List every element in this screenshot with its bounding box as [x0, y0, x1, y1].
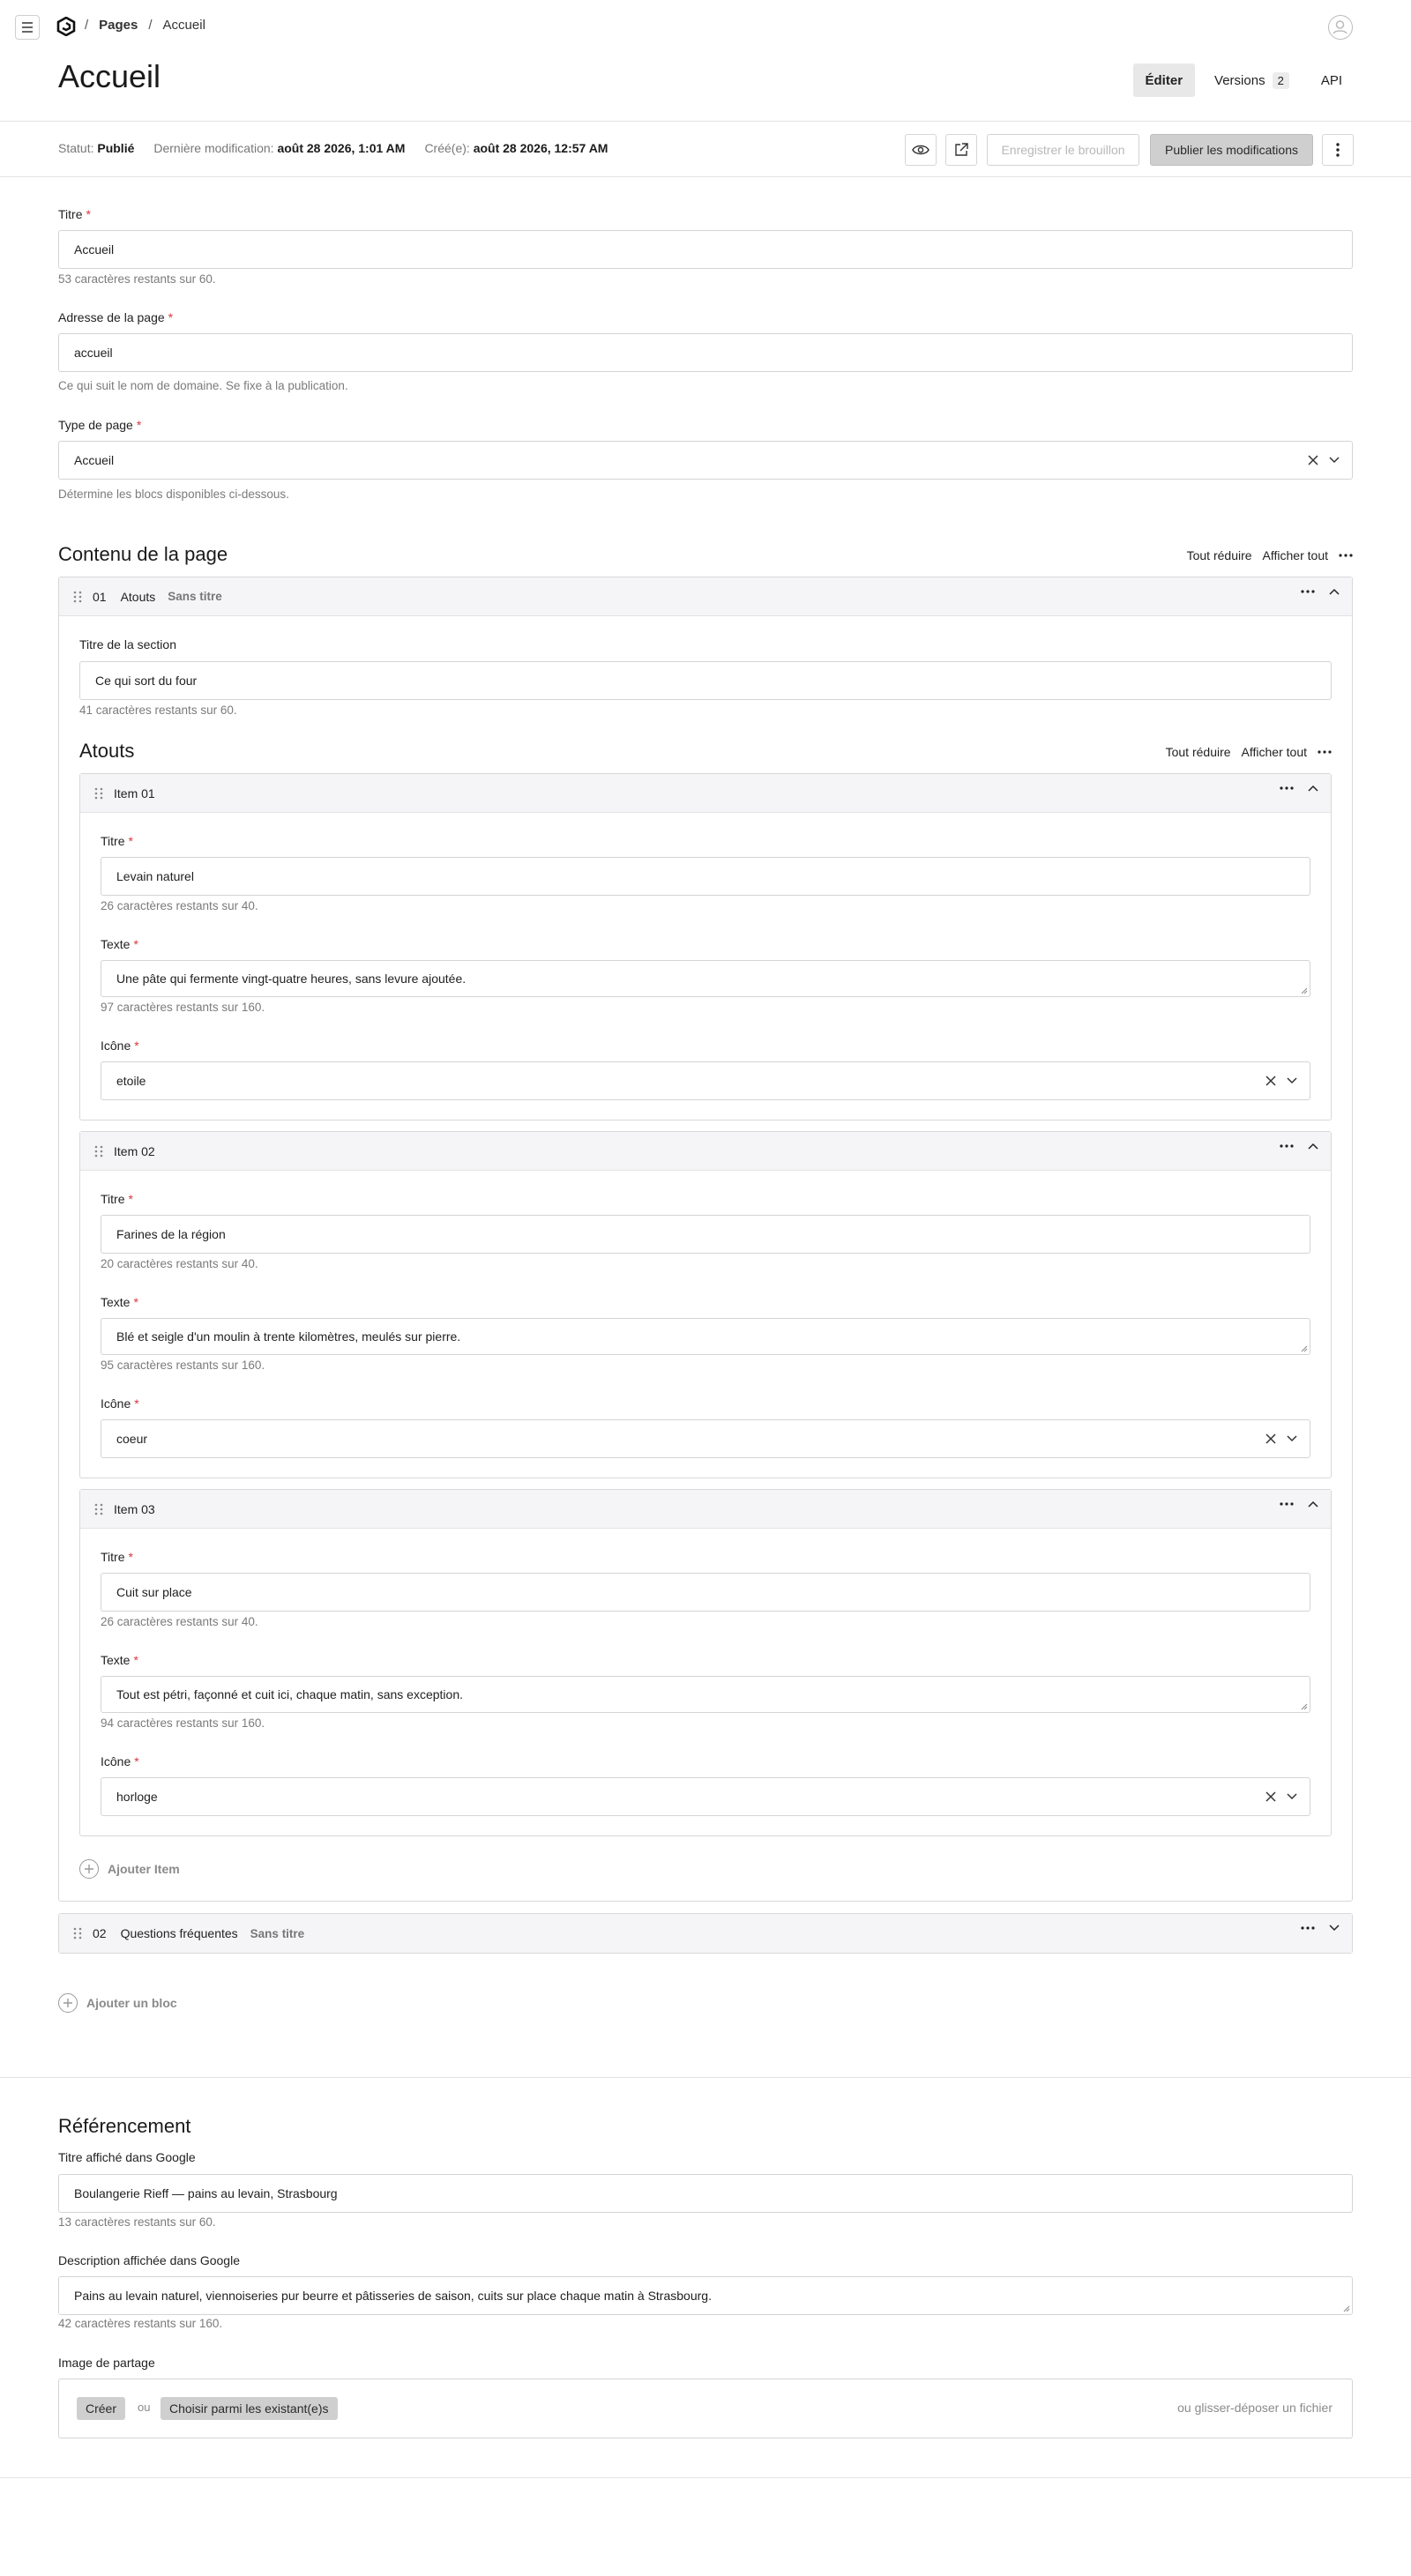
- item-texte-hint: 94 caractères restants sur 160.: [101, 1716, 265, 1730]
- breadcrumb-pages-link[interactable]: Pages: [99, 18, 138, 33]
- item-texte-textarea[interactable]: [101, 1318, 1310, 1355]
- breadcrumb-separator: /: [85, 18, 89, 33]
- resize-handle-icon[interactable]: [1299, 986, 1308, 994]
- clear-icon[interactable]: [1308, 455, 1318, 465]
- item-titre-label: Titre *: [101, 1192, 133, 1206]
- block-atouts: [58, 577, 1353, 1902]
- chevron-down-icon[interactable]: [1329, 1925, 1340, 1932]
- page-type-value: Accueil: [74, 453, 115, 467]
- item-icone-value: etoile: [116, 1074, 146, 1088]
- more-options-icon[interactable]: [1301, 590, 1315, 593]
- collapse-all-button[interactable]: Tout réduire: [1186, 548, 1252, 562]
- meta-desc-hint: 42 caractères restants sur 160.: [58, 2317, 223, 2330]
- item-texte-value: Une pâte qui fermente vingt-quatre heures, sans levure ajoutée.: [116, 972, 467, 986]
- clear-icon[interactable]: [1265, 1433, 1276, 1444]
- item-titre-hint: 26 caractères restants sur 40.: [101, 899, 258, 912]
- tab-api[interactable]: API: [1320, 72, 1342, 88]
- meta-desc-textarea[interactable]: [58, 2276, 1353, 2315]
- atouts-list-title: Atouts: [79, 740, 135, 762]
- publish-button[interactable]: Publier les modifications: [1150, 134, 1313, 166]
- block-type: Atouts: [120, 589, 156, 604]
- more-options-icon[interactable]: [1339, 554, 1353, 557]
- hamburger-menu-icon[interactable]: [15, 15, 40, 40]
- show-all-button[interactable]: Afficher tout: [1262, 548, 1328, 562]
- chevron-up-icon[interactable]: [1308, 1143, 1318, 1150]
- create-button[interactable]: Créer: [77, 2397, 125, 2420]
- item-titre-input[interactable]: Levain naturel: [101, 857, 1310, 896]
- breadcrumb-current: Accueil: [162, 18, 205, 33]
- chevron-down-icon[interactable]: [1287, 1077, 1297, 1084]
- tab-versions-label: Versions: [1214, 72, 1265, 88]
- item-icone-label: Icône *: [101, 1754, 139, 1768]
- more-options-icon[interactable]: [1318, 750, 1332, 754]
- item-texte-value: Tout est pétri, façonné et cuit ici, chaque matin, sans exception.: [116, 1687, 463, 1701]
- resize-handle-icon[interactable]: [1341, 2304, 1350, 2312]
- preview-eye-icon[interactable]: [905, 134, 937, 166]
- section-title-hint: 41 caractères restants sur 60.: [79, 704, 237, 717]
- page-title: Accueil: [58, 58, 161, 94]
- created-field: Créé(e): août 28 2026, 12:57 AM: [424, 141, 608, 155]
- open-external-icon[interactable]: [945, 134, 977, 166]
- top-bar: [0, 0, 1411, 53]
- title-hint: 53 caractères restants sur 60.: [58, 272, 216, 286]
- item-titre-label: Titre *: [101, 1550, 133, 1564]
- item-texte-hint: 97 caractères restants sur 160.: [101, 1001, 265, 1014]
- item-texte-hint: 95 caractères restants sur 160.: [101, 1359, 265, 1372]
- item-icone-value: coeur: [116, 1432, 148, 1446]
- chevron-up-icon[interactable]: [1329, 588, 1340, 595]
- block-type: Questions fréquentes: [120, 1926, 238, 1940]
- view-tabs: [1133, 63, 1355, 97]
- item-titre-input[interactable]: Farines de la région: [101, 1215, 1310, 1254]
- add-block-label: Ajouter un bloc: [86, 1996, 177, 2010]
- atouts-list-actions: [1166, 745, 1332, 759]
- content-section-title: Contenu de la page: [58, 543, 228, 565]
- meta-desc-value: Pains au levain naturel, viennoiseries pur beurre et pâtisseries de saison, cuits sur place chaque matin à Strasbourg.: [74, 2289, 712, 2303]
- item-icone-value: horloge: [116, 1790, 158, 1804]
- more-options-icon[interactable]: [1280, 786, 1294, 790]
- seo-section-title: Référencement: [58, 2115, 191, 2137]
- logo-icon[interactable]: [56, 17, 76, 36]
- item-titre-hint: 20 caractères restants sur 40.: [101, 1257, 258, 1270]
- tab-edit[interactable]: Éditer: [1133, 63, 1196, 97]
- item-icone-select[interactable]: [101, 1419, 1310, 1458]
- page-type-label: Type de page *: [58, 418, 142, 432]
- title-label: Titre *: [58, 207, 91, 221]
- item-texte-label: Texte *: [101, 1653, 138, 1667]
- item-titre-hint: 26 caractères restants sur 40.: [101, 1615, 258, 1628]
- item-title: Item 02: [114, 1143, 155, 1158]
- collapse-all-button[interactable]: Tout réduire: [1165, 745, 1231, 759]
- block-subtitle: Sans titre: [250, 1926, 305, 1940]
- plus-icon: [79, 1859, 99, 1879]
- chevron-up-icon[interactable]: [1308, 1500, 1318, 1508]
- meta-title-label: Titre affiché dans Google: [58, 2150, 196, 2164]
- title-input[interactable]: Accueil: [58, 230, 1353, 269]
- chevron-down-icon[interactable]: [1287, 1793, 1297, 1800]
- clear-icon[interactable]: [1265, 1791, 1276, 1802]
- status-bar: [0, 122, 1411, 176]
- item-icone-label: Icône *: [101, 1039, 139, 1053]
- divider: [0, 2077, 1411, 2078]
- content-section-actions: [1187, 548, 1353, 562]
- atout-item: [79, 773, 1332, 1120]
- chevron-up-icon[interactable]: [1308, 785, 1318, 792]
- breadcrumb: [85, 18, 205, 33]
- clear-icon[interactable]: [1265, 1076, 1276, 1086]
- add-block-button[interactable]: [58, 1993, 177, 2013]
- section-title-label: Titre de la section: [79, 637, 176, 651]
- share-image-label: Image de partage: [58, 2356, 155, 2370]
- item-icone-select[interactable]: [101, 1777, 1310, 1816]
- save-draft-button[interactable]: Enregistrer le brouillon: [987, 134, 1139, 166]
- item-titre-label: Titre *: [101, 834, 133, 848]
- more-options-icon[interactable]: [1280, 1502, 1294, 1506]
- choose-existing-button[interactable]: Choisir parmi les existant(e)s: [161, 2397, 338, 2420]
- slug-label: Adresse de la page *: [58, 310, 174, 324]
- add-item-button[interactable]: [79, 1859, 180, 1879]
- more-options-icon[interactable]: [1301, 1926, 1315, 1930]
- page-type-select[interactable]: [58, 441, 1353, 480]
- page-type-hint: Détermine les blocs disponibles ci-dessous.: [58, 488, 289, 501]
- atout-item: [79, 1131, 1332, 1478]
- plus-icon: [58, 1993, 78, 2013]
- meta-desc-label: Description affichée dans Google: [58, 2253, 240, 2267]
- atout-item: [79, 1489, 1332, 1836]
- block-header[interactable]: [59, 577, 1352, 616]
- breadcrumb-separator: /: [148, 18, 153, 33]
- user-avatar-icon[interactable]: [1328, 15, 1353, 40]
- block-subtitle: Sans titre: [168, 590, 222, 603]
- block-number: 01: [93, 589, 107, 604]
- more-options-vertical-icon[interactable]: [1322, 134, 1354, 166]
- block-faq: [58, 1913, 1353, 1954]
- item-title: Item 03: [114, 1501, 155, 1516]
- resize-handle-icon[interactable]: [1299, 1344, 1308, 1352]
- resize-handle-icon[interactable]: [1299, 1701, 1308, 1710]
- divider: [0, 176, 1411, 177]
- item-title: Item 01: [114, 785, 155, 800]
- item-icone-label: Icône *: [101, 1396, 139, 1411]
- block-number: 02: [93, 1926, 107, 1940]
- drag-handle-icon[interactable]: [73, 591, 82, 603]
- chevron-down-icon[interactable]: [1329, 457, 1340, 464]
- item-header[interactable]: [80, 774, 1331, 813]
- or-separator: ou: [138, 2401, 151, 2414]
- slug-input[interactable]: accueil: [58, 333, 1353, 372]
- status-field: Statut: Publié: [58, 141, 135, 155]
- slug-hint: Ce qui suit le nom de domaine. Se fixe à la publication.: [58, 379, 348, 392]
- modified-field: Dernière modification: août 28 2026, 1:01 AM: [153, 141, 406, 155]
- more-options-icon[interactable]: [1280, 1144, 1294, 1148]
- item-texte-label: Texte *: [101, 1295, 138, 1309]
- meta-title-input[interactable]: Boulangerie Rieff — pains au levain, Strasbourg: [58, 2174, 1353, 2213]
- section-title-input[interactable]: Ce qui sort du four: [79, 661, 1332, 700]
- item-texte-label: Texte *: [101, 937, 138, 951]
- drag-handle-icon[interactable]: [73, 1927, 82, 1939]
- item-icone-select[interactable]: [101, 1061, 1310, 1100]
- drop-zone-text: ou glisser-déposer un fichier: [1177, 2401, 1333, 2415]
- drag-handle-icon[interactable]: [94, 1503, 103, 1515]
- versions-count-badge: 2: [1273, 72, 1289, 89]
- block-header[interactable]: [59, 1914, 1352, 1953]
- item-header[interactable]: [80, 1132, 1331, 1171]
- share-image-upload[interactable]: [58, 2379, 1353, 2438]
- tab-versions[interactable]: [1202, 63, 1302, 97]
- chevron-down-icon[interactable]: [1287, 1435, 1297, 1442]
- item-texte-value: Blé et seigle d'un moulin à trente kilomètres, meulés sur pierre.: [116, 1329, 461, 1344]
- item-texte-textarea[interactable]: [101, 1676, 1310, 1713]
- show-all-button[interactable]: Afficher tout: [1241, 745, 1307, 759]
- status-info: [58, 141, 608, 155]
- add-item-label: Ajouter Item: [108, 1862, 180, 1876]
- drag-handle-icon[interactable]: [94, 787, 103, 800]
- drag-handle-icon[interactable]: [94, 1145, 103, 1158]
- meta-title-hint: 13 caractères restants sur 60.: [58, 2215, 216, 2229]
- item-titre-input[interactable]: Cuit sur place: [101, 1573, 1310, 1612]
- item-texte-textarea[interactable]: [101, 960, 1310, 997]
- divider: [0, 2477, 1411, 2478]
- item-header[interactable]: [80, 1490, 1331, 1529]
